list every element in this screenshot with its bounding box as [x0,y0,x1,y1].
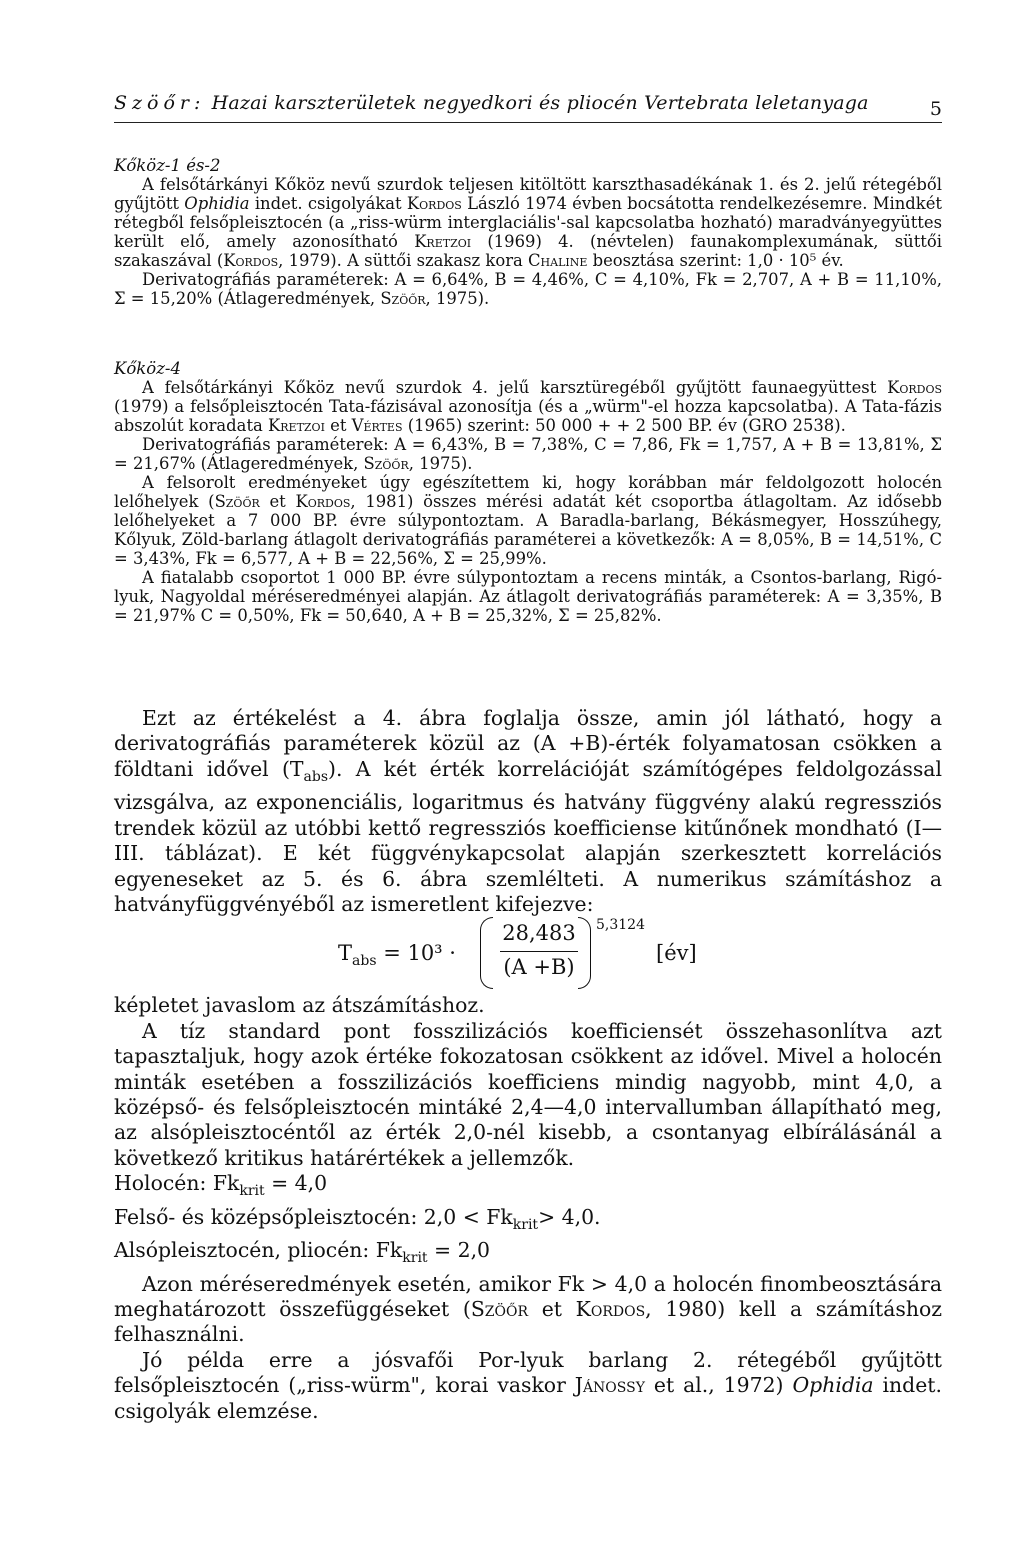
paragraph: A felsőtárkányi Kőköz nevű szurdok teljesen kitöltött karszthasadékának 1. és 2. jelű rétegéből gyűjtött Ophidia indet. csigolyákat Kordos László 1974 évben bocsátotta rendelkezésemre. Mindkét rétegből felsőpleisztocén (a „riss-würm interglaciális'-sal kapcsolatba hozható) maradványegyüttes került elő, amely azonosítható Kretzoi (1969) 4. (névtelen) faunakomplexumának, süttői szakaszával (Kordos, 1979). A süttői szakasz kora Chaline beosztása szerint: 1,0 · 10⁵ év. [114,175,942,270]
formula-exponent: 5,3124 [596,917,645,934]
formula-numerator: 28,483 [502,921,576,946]
paragraph: A tíz standard pont fosszilizációs koefficiensét összehasonlítva azt tapasztaljuk, hogy azok értéke fokozatosan csökkent az idővel. Mivel a holocén minták esetében a fosszilizációs koefficiens mindig nagyobb, mint 4,0, a középső- és felsőpleisztocén mintáké 2,4—4,0 intervallumban állapítható meg, az alsópleisztocéntől az érték 2,0-nél kisebb, a csontanyag elbírálásánál a következő kritikus határértékek a jellemzők. [114,1018,942,1170]
paragraph: Azon méréseredmények esetén, amikor Fk > 4,0 a holocén finombeosztására meghatározott összefüggéseket (Szöőr et Kordos, 1980) kell a számításhoz felhasználni. [114,1271,942,1347]
paragraph: Ezt az értékelést a 4. ábra foglalja össze, amin jól látható, hogy a derivatográfiás paraméterek közül az (A +B)-érték folyamatosan csökken a földtani idővel $(T_{abs})$. A két érték korrelációját számítógépes feldolgozással vizsgálva, az exponenciális, logaritmus és hatvány függvény alakú regressziós trendek közül az utóbbi kettő regressziós koefficiense kitűnőnek mondható (I—III. táblázat). E két függvénykapcsolat alapján szerkesztett korrelációs egyeneseket az 5. és 6. ábra szemlélteti. A numerikus számításhoz a hatványfüggvényéből az ismeretlent kifejezve: [114,706,942,916]
formula [114,917,942,993]
running-head-text: Hazai karszterületek negyedkori és pliocén Vertebrata leletanyaga [211,92,869,114]
main-text [114,706,942,1424]
paragraph-parameters: Derivatográfiás paraméterek: A = 6,64%, B = 4,46%, C = 4,10%, Fk = 2,707, A + B = 11,10%, Σ = 15,20% (Átlageredmények, Szöőr, 1975). [114,270,942,308]
paragraph: Jó példa erre a jósvafői Por-lyuk barlang 2. rétegéből gyűjtött felsőpleisztocén („riss-würm", korai vaskor Jánossy et al., 1972) Ophidia indet. csigolyák elemzése. [114,1347,942,1423]
running-head-author: Szöőr: [114,92,206,114]
section-kokoz-1-2 [114,156,942,308]
section-kokoz-4 [114,359,942,625]
fraction-bar [500,951,578,952]
running-head-title [114,92,869,114]
formula-lhs: $T_{abs} = 10^3$ · [338,941,456,970]
formula-unit: [év] [656,941,697,966]
paragraph: A fiatalabb csoportot 1 000 BP. évre súlypontoztam a recens minták, a Csontos-barlang, Rigó-lyuk, Nagyoldal méréseredményei alapján. Az átlagolt derivatográfiás paraméterek: A = 3,35%, B = 21,97% C = 0,50%, Fk = 50,640, A + B = 25,32%, Σ = 25,82%. [114,568,942,625]
running-head [114,92,942,123]
threshold-lower-pleistocene: Alsópleisztocén, pliocén: $Fk_{krit} = 2,0$ [114,1238,491,1267]
threshold-holocene: Holocén: $Fk_{krit} = 4,0$ [114,1171,328,1200]
page-number: 5 [929,98,942,120]
left-paren [480,917,493,989]
formula-denominator: (A +B) [503,955,575,980]
paragraph: A felsorolt eredményeket úgy egészítettem ki, hogy korábban már feldolgozott holocén lelőhelyek (Szöőr et Kordos, 1981) összes mérési adatát két csoportba átlagoltam. Az idősebb lelőhelyeket a 7 000 BP. évre súlypontoztam. A Baradla-barlang, Békásmegyer, Hosszúhegy, Kőlyuk, Zöld-barlang átlagolt derivatográfiás paraméterei a következők: A = 8,05%, B = 14,51%, C = 3,43%, Fk = 6,577, A + B = 22,56%, Σ = 25,99%. [114,473,942,568]
paragraph-parameters: Derivatográfiás paraméterek: A = 6,43%, B = 7,38%, C = 7,86, Fk = 1,757, A + B = 13,81%, Σ = 21,67% (Átlageredmények, Szöőr, 1975). [114,435,942,473]
right-paren [578,917,591,989]
section-heading: Kőköz-1 és-2 [114,156,221,175]
paragraph: képletet javaslom az átszámításhoz. [114,993,485,1018]
paragraph: A felsőtárkányi Kőköz nevű szurdok 4. jelű karsztüregéből gyűjtött faunaegyüttest Kordos (1979) a felsőpleisztocén Tata-fázisával azonosítja (és a „würm"-el hozza kapcsolatba). A Tata-fázis abszolút koradata Kretzoi et Vértes (1965) szerint: 50 000 + + 2 500 BP. év (GRO 2538). [114,378,942,435]
section-heading: Kőköz-4 [114,359,181,378]
threshold-upper-middle-pleistocene: Felső- és középsőpleisztocén: $2,0 < Fk_{krit}> 4,0$. [114,1204,601,1233]
